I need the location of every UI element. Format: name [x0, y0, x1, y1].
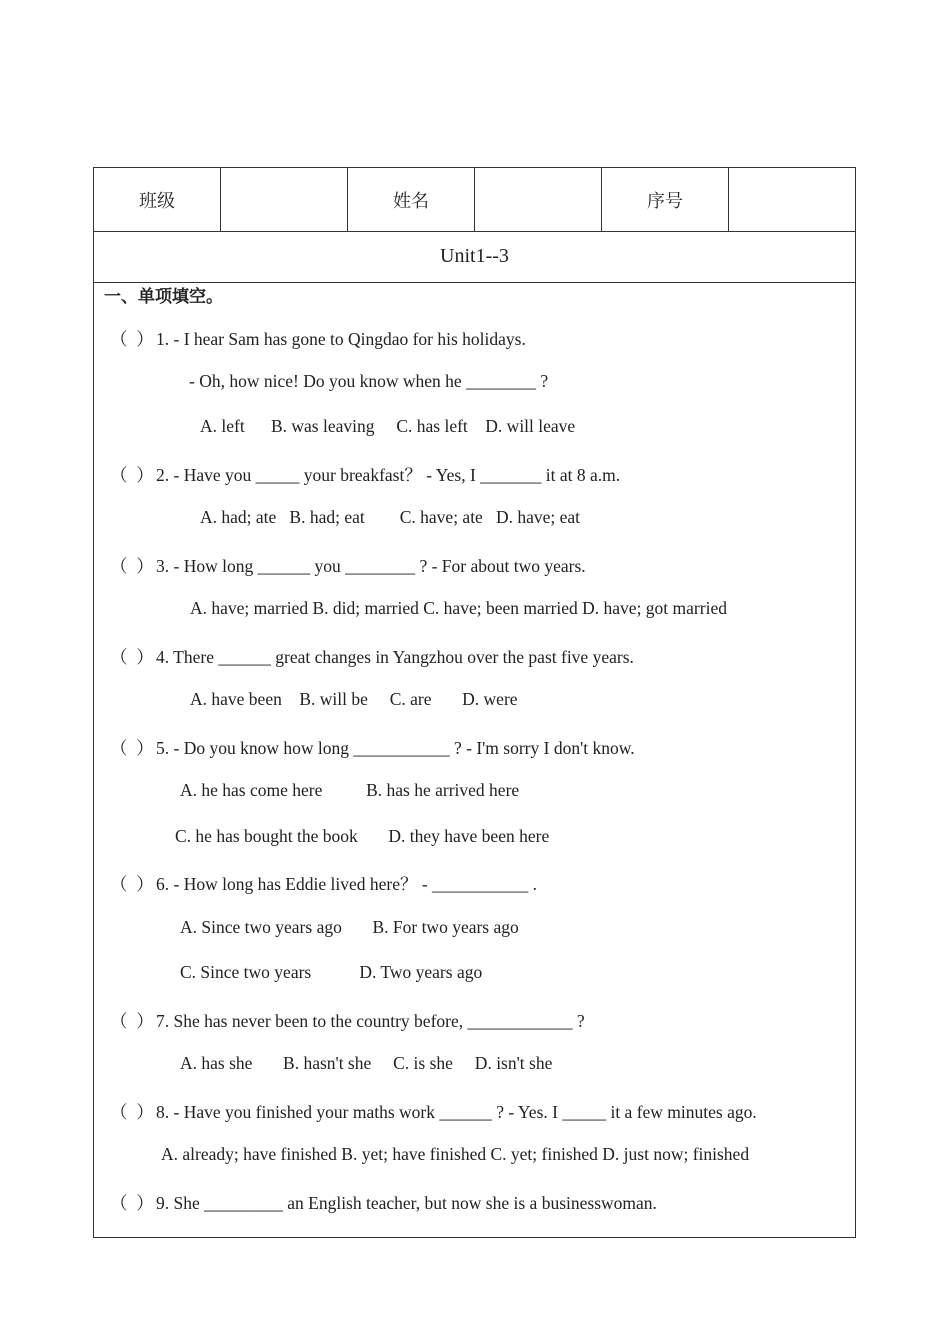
question-options: A. have been B. will be C. are D. were [190, 689, 518, 709]
question-stem: 6. - How long has Eddie lived here？ - ___________ . [156, 874, 538, 894]
question-9 [110, 1190, 657, 1215]
answer-blank[interactable]: （ ） [110, 465, 154, 485]
question-options: A. Since two years ago B. For two years ago [180, 917, 519, 937]
name-label: 姓名 [348, 168, 475, 231]
question-options: A. he has come here B. has he arrived here [180, 780, 520, 800]
answer-blank[interactable]: （ ） [110, 1011, 154, 1031]
answer-blank[interactable]: （ ） [110, 874, 154, 894]
question-stem: 2. - Have you _____ your breakfast？ - Yes, I _______ it at 8 a.m. [156, 465, 621, 485]
answer-blank[interactable]: （ ） [110, 556, 154, 576]
class-label: 班级 [94, 168, 221, 231]
question-7 [110, 1008, 585, 1033]
question-2 [110, 462, 620, 487]
number-field[interactable] [729, 168, 855, 231]
question-line: - Oh, how nice! Do you know when he ________ ? [189, 371, 549, 391]
question-stem: 1. - I hear Sam has gone to Qingdao for his holidays. [156, 329, 526, 349]
question-stem: 9. She _________ an English teacher, but now she is a businesswoman. [156, 1193, 657, 1213]
question-stem: 4. There ______ great changes in Yangzhou over the past five years. [156, 647, 634, 667]
question-1 [110, 326, 526, 351]
question-6 [110, 871, 537, 896]
answer-blank[interactable]: （ ） [110, 647, 154, 667]
number-label: 序号 [602, 168, 729, 231]
header-row [94, 168, 855, 232]
question-stem: 5. - Do you know how long ___________ ? - I'm sorry I don't know. [156, 738, 635, 758]
question-3 [110, 553, 586, 578]
question-options: A. left B. was leaving C. has left D. will leave [200, 416, 576, 436]
answer-blank[interactable]: （ ） [110, 1193, 154, 1213]
question-options: C. Since two years D. Two years ago [180, 962, 483, 982]
name-field[interactable] [475, 168, 602, 231]
question-stem: 8. - Have you finished your maths work ______ ? - Yes. I _____ it a few minutes ago. [156, 1102, 757, 1122]
answer-blank[interactable]: （ ） [110, 329, 154, 349]
question-options: A. had; ate B. had; eat C. have; ate D. have; eat [200, 507, 581, 527]
question-stem: 3. - How long ______ you ________ ? - For about two years. [156, 556, 586, 576]
question-options: A. already; have finished B. yet; have finished C. yet; finished D. just now; finished [161, 1144, 750, 1164]
answer-blank[interactable]: （ ） [110, 1102, 154, 1122]
question-options: A. have; married B. did; married C. have; been married D. have; got married [190, 598, 727, 618]
question-options: C. he has bought the book D. they have been here [175, 826, 550, 846]
answer-blank[interactable]: （ ） [110, 738, 154, 758]
question-4 [110, 644, 634, 669]
section-title: 一、单项填空。 [104, 287, 223, 307]
question-8 [110, 1099, 757, 1124]
question-stem: 7. She has never been to the country before, ____________ ? [156, 1011, 585, 1031]
worksheet [93, 167, 856, 1238]
question-5 [110, 735, 635, 760]
worksheet-title: Unit1--3 [94, 231, 855, 283]
class-field[interactable] [221, 168, 348, 231]
question-options: A. has she B. hasn't she C. is she D. isn't she [180, 1053, 553, 1073]
